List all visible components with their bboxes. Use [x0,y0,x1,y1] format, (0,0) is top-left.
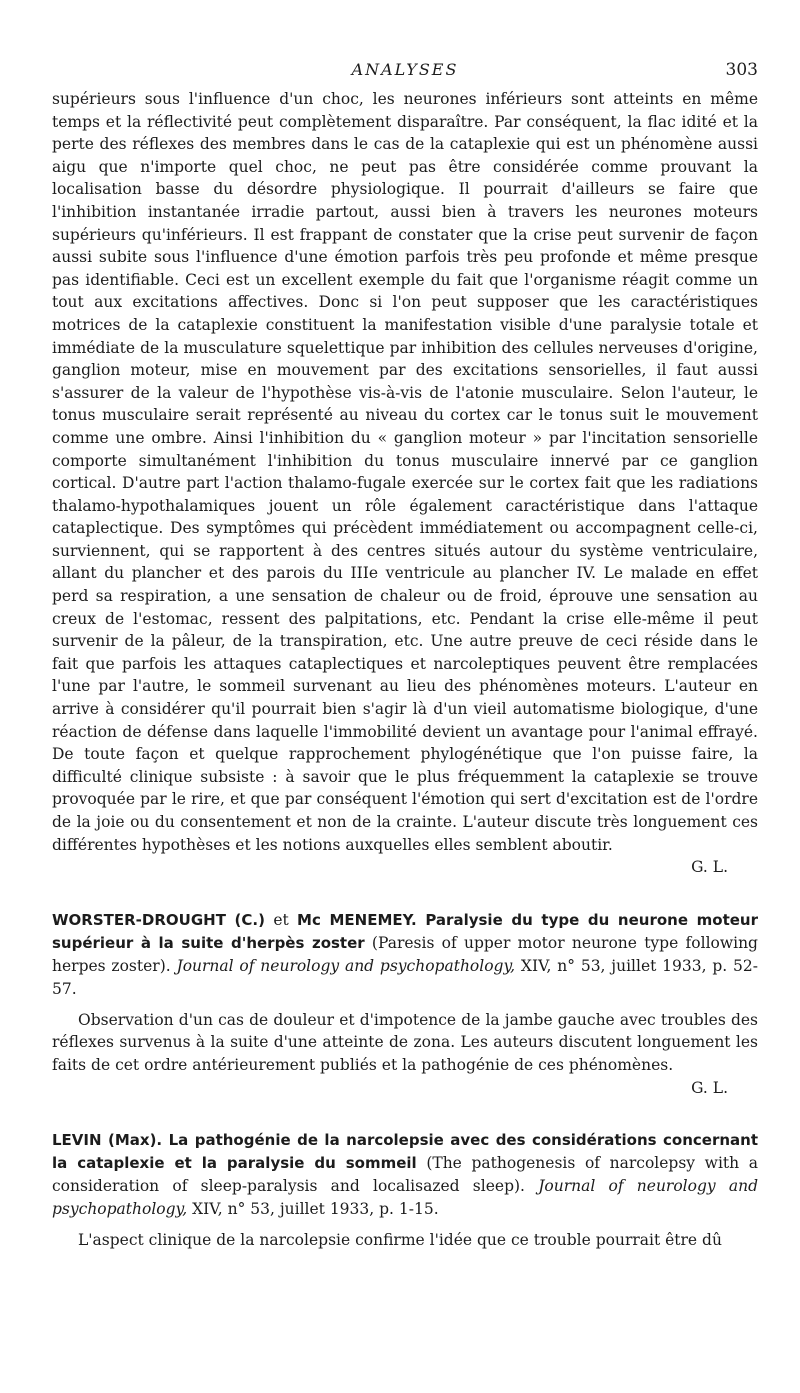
review-entry-worster-drought [52,909,758,1099]
running-head: ANALYSES [351,60,459,79]
review-reference [52,909,758,1001]
review-title: Paralysie du type du neurone moteur supérieur à la suite d'herpès zoster [52,910,758,952]
review-title: La pathogénie de la narcolepsie avec des considérations concernant la cataplexie et la paralysie du sommeil [52,1131,759,1173]
review-authors: WORSTER-DROUGHT (C.) [52,910,265,929]
review-entry-levin [52,1129,758,1252]
review-body: Observation d'un cas de douleur et d'impotence de la jambe gauche avec troubles des réflexes survenus à la suite d'une atteinte de zona. Les auteurs discutent longuement les faits de cet ordre antérieurement publiés et la pathogénie de ces phénomènes. [52,1010,758,1074]
review-signature: G. L. [691,1078,728,1097]
review-reference [52,1129,758,1221]
page-number: 303 [725,60,758,80]
review-authors: LEVIN (Max). [52,1131,163,1150]
original-title: (The pathogenesis of narcolepsy with a consideration of sleep-paralysis and localisazed sleep). [52,1154,758,1196]
journal-name: Journal of neurology and psychopathology, [176,956,516,975]
review-body: L'aspect clinique de la narcolepsie confirme l'idée que ce trouble pourrait être dû [78,1231,722,1250]
page-body [52,88,758,1252]
citation-details: XIV, n° 53, juillet 1933, p. 52-57. [52,956,758,998]
original-title: (Paresis of upper motor neurone type following herpes zoster). [52,933,758,975]
journal-name: Journal of neurology and psychopathology, [52,1177,758,1219]
citation-details: XIV, n° 53, juillet 1933, p. 1-15. [187,1200,439,1219]
review-coauthor: Mc MENEMEY. [297,910,417,929]
page-header [52,60,758,84]
review-signature: G. L. [691,858,728,877]
author-connector: et [264,910,298,929]
continued-review-text: supérieurs sous l'influence d'un choc, les neurones inférieurs sont atteints en même temps et la réflectivité peut complètement disparaître. Par conséquent, la flac idité et la perte des réflexes des membres dans le cas de la cataplexie qui est un phénomène aussi aigu que n'importe quel choc, ne peut pas être considérée comme prouvant la localisation basse du désordre physiologique. Il pourrait d'ailleurs se faire que l'inhibition instantanée irradie partout, aussi bien à travers les neurones moteurs supérieurs qu'inférieurs. Il est frappant de constater que la crise peut survenir de façon aussi subite sous l'influence d'une émotion parfois très peu profonde et même presque pas identifiable. Ceci est un excellent exemple du fait que l'organisme réagit comme un tout aux excitations affectives. Donc si l'on peut supposer que les caractéristiques motrices de la cataplexie constituent la manifestation visible d'une paralysie totale et immédiate de la musculature squelettique par inhibition des cellules nerveuses d'origine, ganglion moteur, mise en mouvement par des excitations sensorielles, il faut aussi s'assurer de la valeur de l'hypothèse vis-à-vis de l'atonie musculaire. Selon l'auteur, le tonus musculaire serait représenté au niveau du cortex car le tonus suit le mouvement comme une ombre. Ainsi l'inhibition du « ganglion moteur » par l'incitation sensorielle comporte simultanément l'inhibition du tonus musculaire innervé par ce ganglion cortical. D'autre part l'action thalamo-fugale exercée sur le cortex fait que les radiations thalamo-hypothalamiques jouent un rôle également caractéristique dans l'attaque cataplectique. Des symptômes qui précèdent immédiatement ou accompagnent celle-ci, surviennent, qui se rapportent à des centres situés autour du système ventriculaire, allant du plancher et des parois du IIIe ventricule au plancher IV. Le malade en effet perd sa respiration, a une sensation de chaleur ou de froid, éprouve une sensation au creux de l'estomac, ressent des palpitations, etc. Pendant la crise elle-même il peut survenir de la pâleur, de la transpiration, etc. Une autre preuve de ceci réside dans le fait que parfois les attaques cataplectiques et narcoleptiques peuvent être remplacées l'une par l'autre, le sommeil survenant au lieu des phénomènes moteurs. L'auteur en arrive à considérer qu'il pourrait bien s'agir là d'un vieil automatisme biologique, d'une réaction de défense dans laquelle l'immobilité devient un avantage pour l'animal effrayé. De toute façon et quelque rapprochement phylogénétique que l'on puisse faire, la difficulté clinique subsiste : à savoir que le plus fréquemment la cataplexie se trouve provoquée par le rire, et que par conséquent l'émotion qui sert d'excitation est de l'ordre de la joie ou du consentement et non de la crainte. L'auteur discute très longuement ces différentes hypothèses et les notions auxquelles elles semblent aboutir. [52,90,758,854]
